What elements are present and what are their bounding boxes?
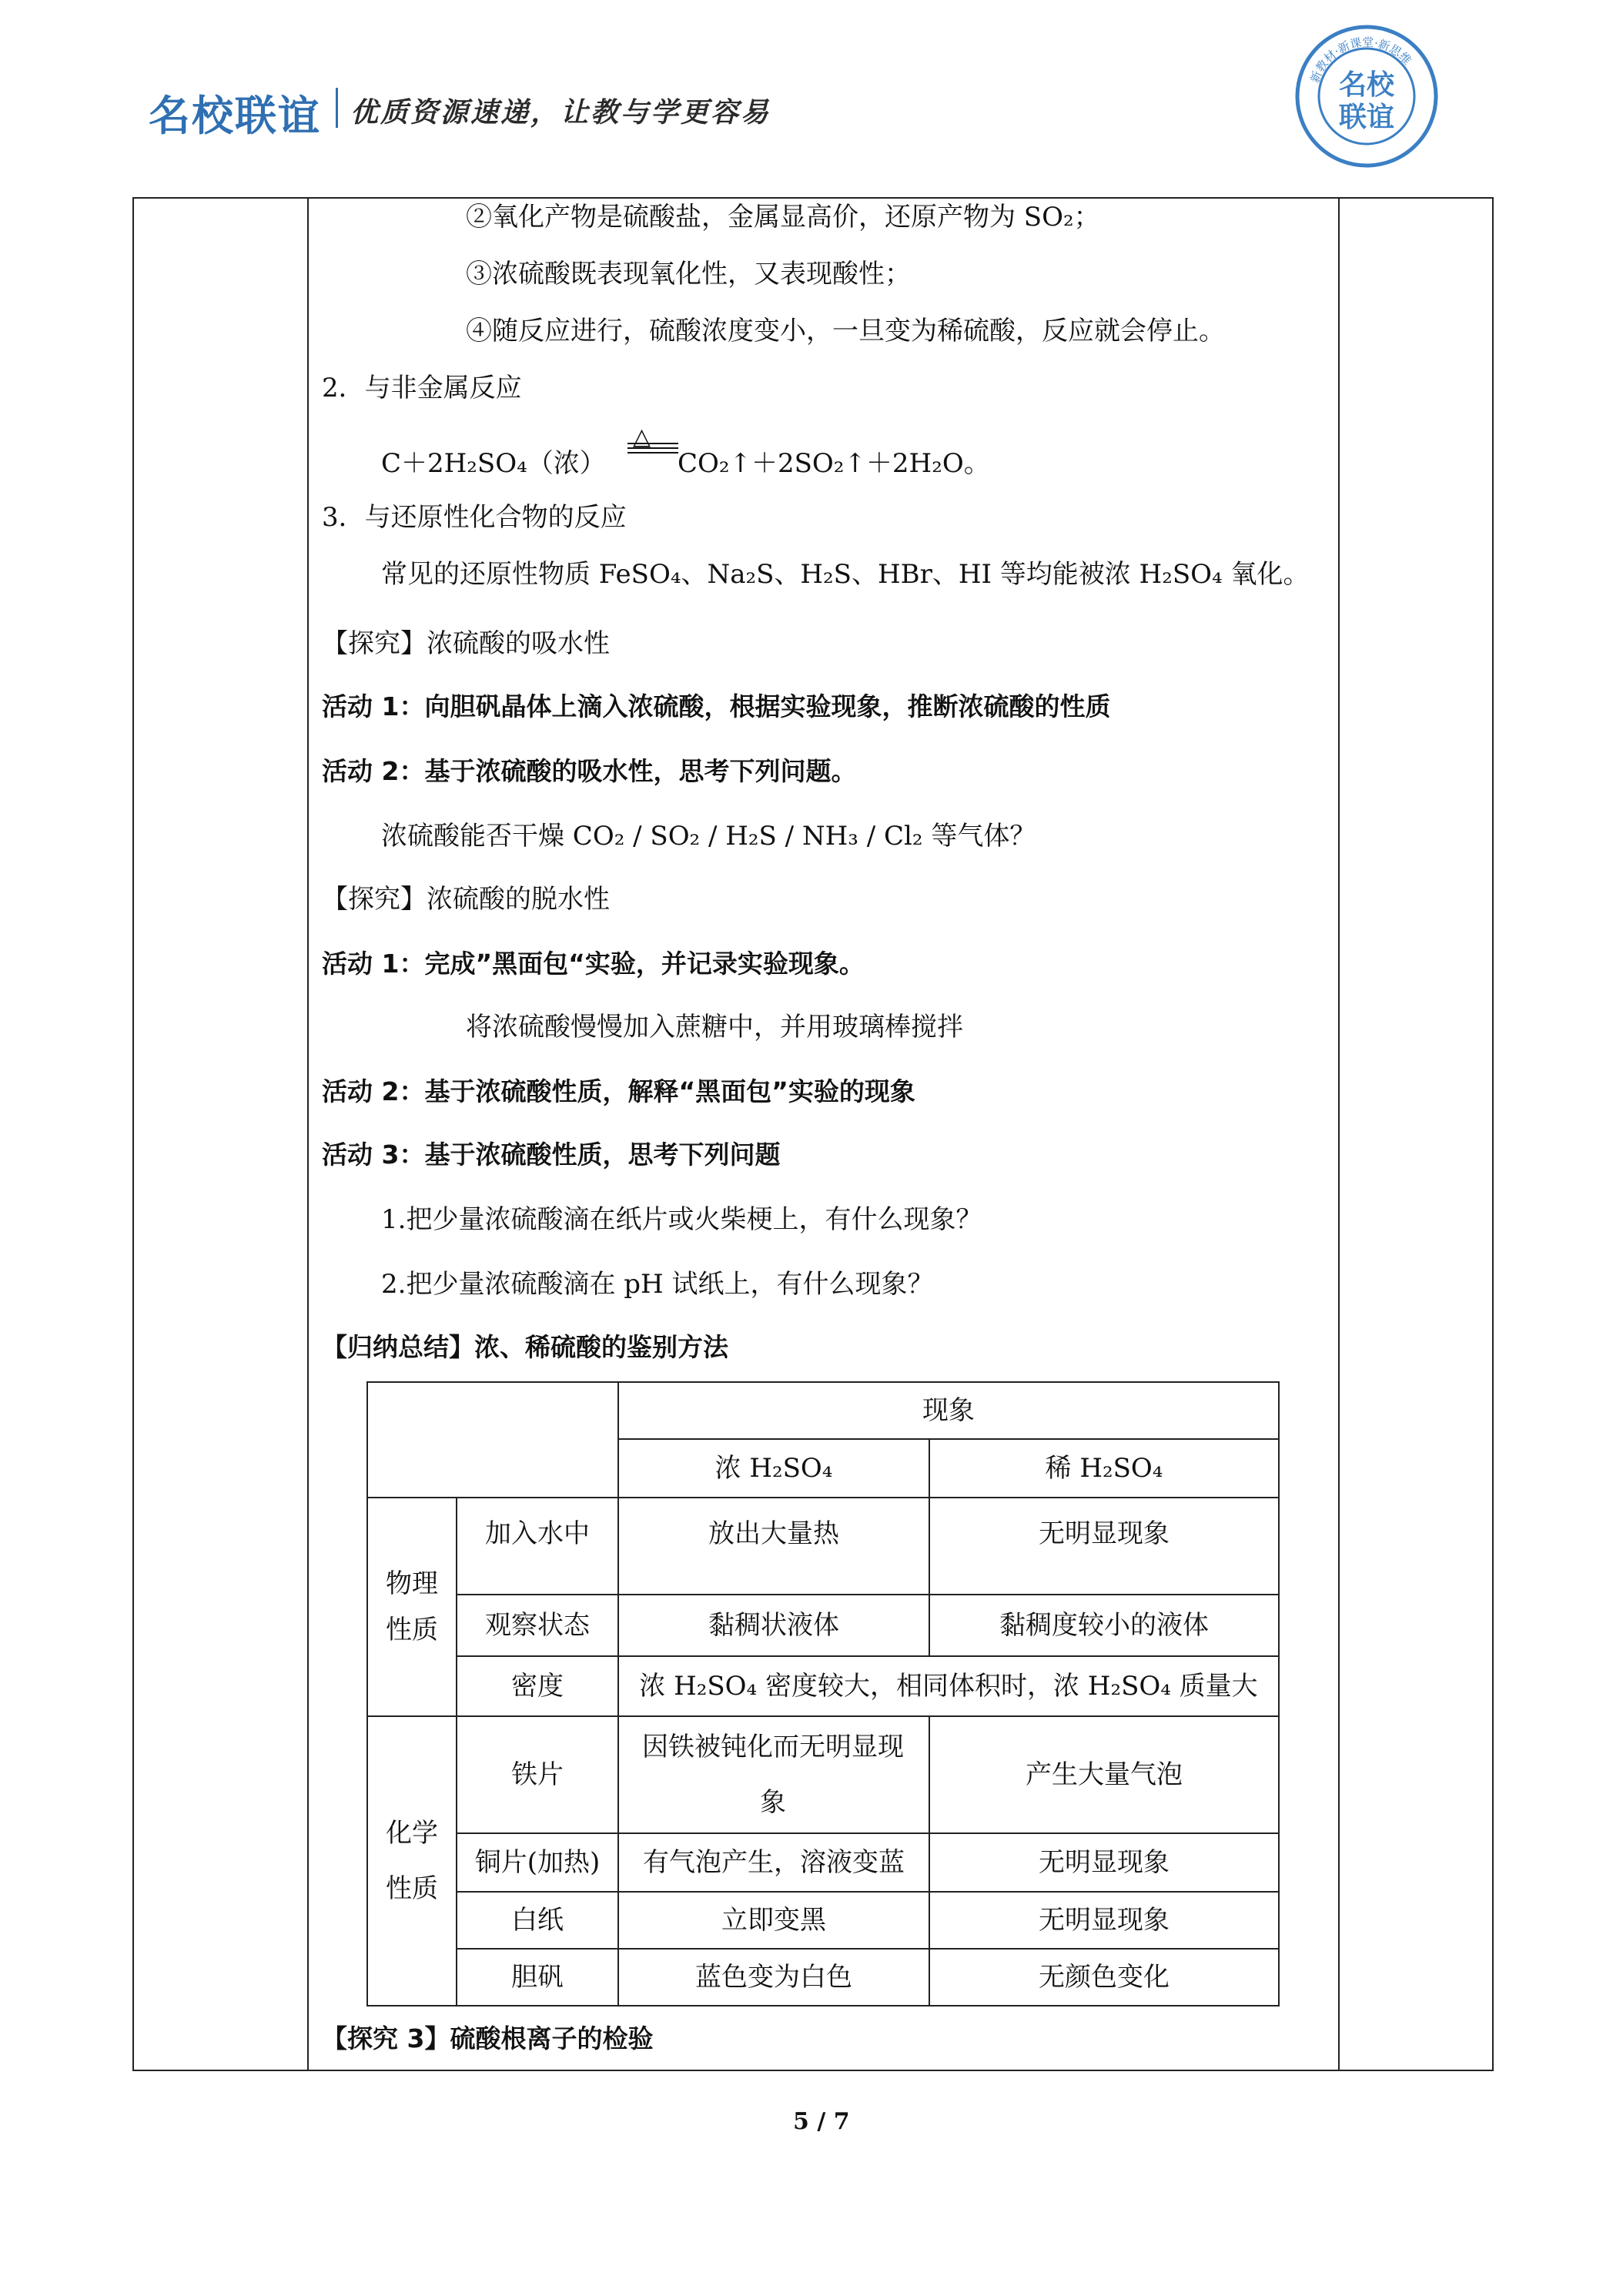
group-chemical-properties: 化学 性质 <box>386 1818 438 1904</box>
summary-heading: 【归纳总结】浓、稀硫酸的鉴别方法 <box>322 1332 728 1362</box>
text-line: 常见的还原性物质 FeSO₄、Na₂S、H₂S、HBr、HI 等均能被浓 H₂SO₄ 氧化。 <box>381 559 1310 590</box>
row-dilute: 无明显现象 <box>1039 1518 1170 1549</box>
section-heading: 2．与非金属反应 <box>322 373 522 403</box>
activity-line: 活动 2：基于浓硫酸性质，解释“黑面包”实验的现象 <box>322 1076 915 1106</box>
row-item: 胆矾 <box>511 1962 564 1993</box>
group-physical-properties: 物理 性质 <box>386 1568 438 1645</box>
explore-heading: 【探究】浓硫酸的脱水性 <box>322 884 610 915</box>
row-item: 铁片 <box>511 1759 564 1790</box>
question-line: 浓硫酸能否干燥 CO₂ / SO₂ / H₂S / NH₃ / Cl₂ 等气体？ <box>381 821 1036 852</box>
page-number: 5 / 7 <box>793 2108 850 2135</box>
column-divider-left <box>307 197 309 2071</box>
header-phenomenon: 现象 <box>922 1395 975 1426</box>
svg-text:名校: 名校 <box>1338 69 1395 101</box>
header-divider <box>336 88 338 128</box>
row-dilute: 无颜色变化 <box>1039 1962 1170 1993</box>
heat-condition-symbol: △ <box>633 423 651 450</box>
row-dilute: 无明显现象 <box>1039 1905 1170 1936</box>
text-line: ④随反应进行，硫酸浓度变小，一旦变为稀硫酸，反应就会停止。 <box>466 316 1225 346</box>
question-line: 1.把少量浓硫酸滴在纸片或火柴梗上，有什么现象？ <box>381 1204 982 1235</box>
question-line: 2.把少量浓硫酸滴在 pH 试纸上，有什么现象？ <box>381 1269 934 1300</box>
header-dilute: 稀 H₂SO₄ <box>1045 1453 1163 1484</box>
row-conc: 因铁被钝化而无明显现象 <box>642 1732 904 1818</box>
svg-text:新教材·新课堂·新思维: 新教材·新课堂·新思维 <box>1307 35 1414 85</box>
row-conc: 立即变黑 <box>721 1905 826 1936</box>
header-concentrated: 浓 H₂SO₄ <box>714 1453 833 1484</box>
header-slogan: 优质资源速递，让教与学更容易 <box>350 97 771 129</box>
row-merged: 浓 H₂SO₄ 密度较大，相同体积时，浓 H₂SO₄ 质量大 <box>639 1671 1258 1702</box>
row-item: 观察状态 <box>485 1610 590 1641</box>
activity-line: 活动 1：向胆矾晶体上滴入浓硫酸，根据实验现象，推断浓硫酸的性质 <box>322 691 1111 721</box>
row-dilute: 无明显现象 <box>1039 1847 1170 1878</box>
activity-line: 活动 1：完成”黑面包“实验，并记录实验现象。 <box>322 949 865 979</box>
row-conc: 黏稠状液体 <box>708 1610 839 1641</box>
text-line: ③浓硫酸既表现氧化性，又表现酸性； <box>466 259 911 290</box>
school-seal-logo <box>1293 23 1440 169</box>
column-divider-right <box>1338 197 1340 2071</box>
text-line: 将浓硫酸慢慢加入蔗糖中，并用玻璃棒搅拌 <box>466 1012 963 1043</box>
reaction-equals-sign <box>627 433 678 460</box>
equation-right: CO₂↑＋2SO₂↑＋2H₂O。 <box>678 448 990 479</box>
activity-line: 活动 3：基于浓硫酸性质，思考下列问题 <box>322 1140 781 1170</box>
row-conc: 有气泡产生，溶液变蓝 <box>643 1847 905 1878</box>
svg-text:联谊: 联谊 <box>1338 102 1395 133</box>
row-item: 密度 <box>511 1671 564 1702</box>
row-item: 加入水中 <box>485 1518 590 1549</box>
brand-logo-text: 名校联谊 <box>149 92 321 140</box>
section-heading: 3．与还原性化合物的反应 <box>322 502 627 533</box>
row-item: 铜片(加热) <box>474 1847 601 1878</box>
explore-heading: 【探究】浓硫酸的吸水性 <box>322 628 610 659</box>
text-line: ②氧化产物是硫酸盐，金属显高价，还原产物为 SO₂； <box>466 202 1100 233</box>
row-conc: 蓝色变为白色 <box>695 1962 852 1993</box>
equation-left: C＋2H₂SO₄（浓） <box>381 448 606 479</box>
row-conc: 放出大量热 <box>708 1518 839 1549</box>
activity-line: 活动 2：基于浓硫酸的吸水性，思考下列问题。 <box>322 756 857 786</box>
row-dilute: 黏稠度较小的液体 <box>999 1610 1209 1641</box>
row-dilute: 产生大量气泡 <box>1026 1759 1183 1790</box>
explore-heading: 【探究 3】硫酸根离子的检验 <box>322 2023 654 2053</box>
row-item: 白纸 <box>511 1905 564 1936</box>
